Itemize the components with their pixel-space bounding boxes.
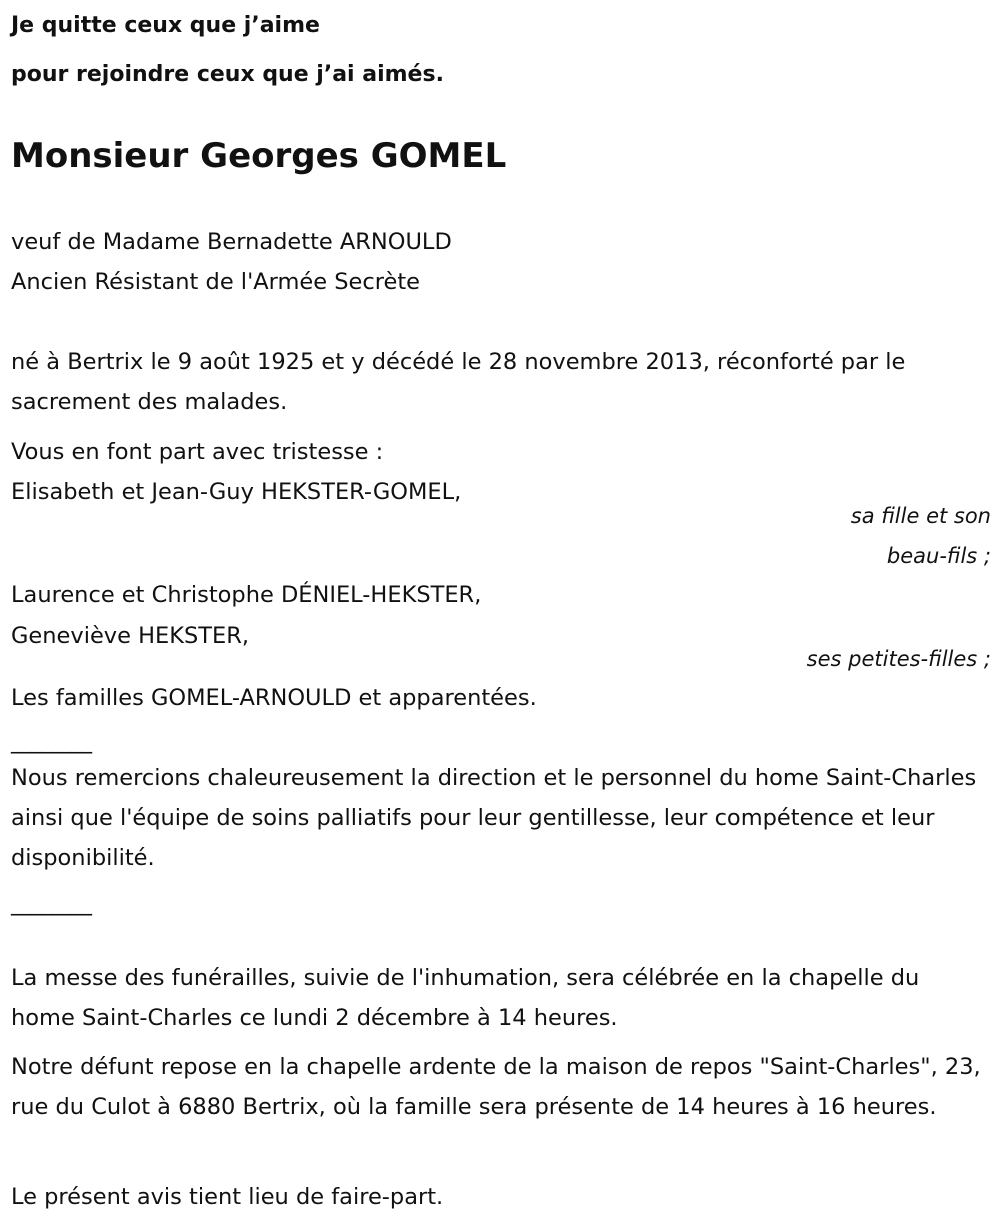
family-granddaughter-names-2: Geneviève HEKSTER, — [11, 623, 250, 649]
separator-1: ________ — [11, 729, 91, 754]
family-daughter-names: Elisabeth et Jean-Guy HEKSTER-GOMEL, — [11, 479, 462, 505]
separator-2: ________ — [11, 891, 91, 916]
viewing-paragraph: Notre défunt repose en la chapelle ardente de la maison de repos "Saint-Charles", 23, rue du Culot à 6880 Bertrix, où la famille sera présente de 14 heures à 16 heures. — [11, 1054, 981, 1120]
epitaph-line-1: Je quitte ceux que j’aime — [11, 13, 320, 38]
family-granddaughter-names-1: Laurence et Christophe DÉNIEL-HEKSTER, — [11, 582, 482, 608]
family-granddaughter-relation: ses petites-filles ; — [806, 647, 991, 671]
families-line: Les familles GOMEL-ARNOULD et apparentées. — [11, 685, 537, 711]
deceased-name: Monsieur Georges GOMEL — [11, 136, 507, 176]
closing-line: Le présent avis tient lieu de faire-part. — [11, 1184, 444, 1210]
family-daughter-relation-1: sa fille et son — [850, 504, 991, 528]
birth-death-paragraph: né à Bertrix le 9 août 1925 et y décédé le 28 novembre 2013, réconforté par le sacrement des malades. — [11, 349, 906, 415]
resistance-title: Ancien Résistant de l'Armée Secrète — [11, 269, 421, 295]
funeral-paragraph: La messe des funérailles, suivie de l'inhumation, sera célébrée en la chapelle du home Saint-Charles ce lundi 2 décembre à 14 heures. — [11, 965, 920, 1031]
widower-line: veuf de Madame Bernadette ARNOULD — [11, 229, 452, 255]
family-daughter-relation-2: beau-fils ; — [886, 544, 991, 568]
epitaph-line-2: pour rejoindre ceux que j’ai aimés. — [11, 62, 444, 87]
announcement-intro: Vous en font part avec tristesse : — [11, 439, 384, 465]
thanks-paragraph: Nous remercions chaleureusement la direction et le personnel du home Saint-Charles ainsi que l'équipe de soins palliatifs pour leur gentillesse, leur compétence et leur disponibilité. — [11, 765, 977, 871]
